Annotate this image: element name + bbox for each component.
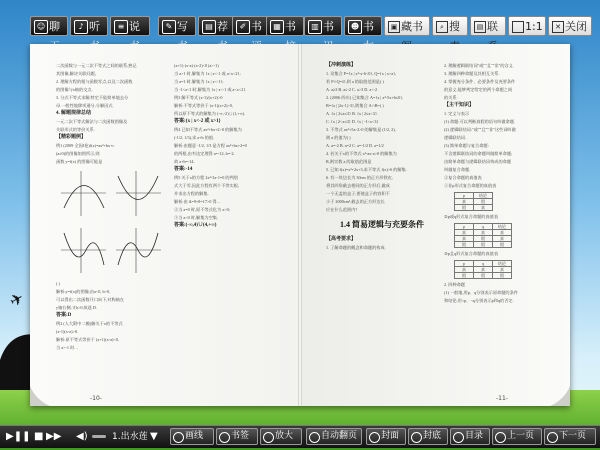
text-line: (2) 逻辑联结词:"或""且""非"这些词叫做 [444,127,516,132]
prev-page-button[interactable] [492,428,542,445]
chevron-down-icon: ▼ [150,431,158,442]
text-line: 二次函数与一元二次不等式之间的联系,熟记 [56,63,137,68]
draw-line-button[interactable] [170,428,214,445]
parabola-graph-figure [56,168,166,218]
search-label: 搜 [449,20,460,33]
page-curl-right[interactable] [550,386,570,406]
text-line: 不含逻辑联结词的命题叫做简单命题; [444,151,513,156]
text-line: 小于 2000cm³,截去的正方形边长 [326,199,385,204]
table-cell: 假 [474,242,493,248]
text-line: 例1 (2009·全国Ⅰ卷)f(x)=ax²+bx+c [56,143,115,148]
table-cell: 假 [474,236,493,242]
text-line: y轴右侧,又b>0,故选 D. [56,305,97,310]
auto-flip-button[interactable] [306,428,362,445]
table-header: q [474,224,493,230]
next-page-label: 下一页 [559,431,587,441]
text-line: ①非p形式复合命题的真值表 [444,183,497,188]
section-heading: 【精彩题例】 [56,135,87,140]
text-line: 的意义,能够判定给定的两个命题之间 [444,87,513,92]
text-line: 的图像与x轴的交点. [56,87,93,92]
review-icon: ✐ [236,20,250,34]
text-line: 3. 理解四种命题及其相互关系. [444,71,500,76]
volume-slider[interactable] [92,435,106,438]
section-title: 1.4 简易逻辑与充要条件 [340,220,424,229]
text-line: 6. 有一块边长为 30cm 的正方形铁皮, [326,175,393,180]
text-line: 2. 理解逻辑联结词"或""且""非"的含义. [444,63,514,68]
table-cell: 假 [493,242,512,248]
speech-icon: ≡ [114,20,128,34]
truth-table-and [454,260,512,279]
table-cell: 真 [455,267,474,273]
text-line: 解析:不等式等价于 (x-1)(x+2)>0, [174,103,233,108]
clip-icon: ▦ [270,20,284,34]
table-header: p [455,261,474,267]
write-book-label: 写 [177,20,188,33]
table-cell: 假 [455,242,474,248]
draw-line-label: 画线 [185,431,204,441]
text-line: 和结论,用¬p、¬q分别表示p和q的否定. [444,298,514,303]
narrate-book-button[interactable] [110,16,150,36]
ratio-label: 1:1 [525,20,543,33]
text-line: 解析:由 Δ=9+8=17>0 得… [174,199,221,204]
recommend-book-label: 荐 [217,20,228,33]
answer-choices-graph-figure [56,225,166,275]
text-line: 关联形式的等价关系. [56,127,95,132]
text-line: 并求出方程的解集. [174,191,209,196]
text-line: 解析:原不等式等价于 (x+1)(x-a)<0, [56,337,119,342]
text-line: ( ) [56,281,60,286]
play-pause-icon: ▶❚❚ [6,431,31,442]
prev-page-icon [495,432,506,443]
section-heading: 【高考要求】 [326,237,357,242]
table-cell: 真 [493,230,512,236]
zoom-in-icon [263,432,274,443]
text-line: 2. (2006·四川) 已知集合 A={x | x²-5x+6≤0}, [326,95,404,100]
stop-icon: ■ [34,431,44,442]
text-line: 故 a+b=-14. [174,159,195,164]
right-page[interactable] [300,44,570,406]
table-cell: 假 [474,273,493,279]
text-line: A. a≥3 B. a≤-2 C. a>3 D. a<-2 [326,87,378,92]
text-line: (-1/2, 1/3),求 a+b 的值. [174,135,215,140]
cover-icon [369,432,380,443]
text-line: 当 a=1 时,解集为 {x | x<-1}; [174,79,224,84]
library-label: 藏书 [401,20,423,33]
table-header: p [455,224,474,230]
book-friends-button[interactable] [344,16,382,36]
next-page-button[interactable] [544,428,596,445]
book-friends-label: 书 [363,20,374,33]
text-line: (x+1)·(x-a)·(x-2)<0 (a>-1) [174,63,219,68]
text-line: 4. 掌握充分条件、必要条件及充要条件 [444,79,516,84]
close-button[interactable] [548,16,592,36]
text-line: A. a=-2 B. a=2 C. a=-1/2 D. a=1/2 [326,143,384,148]
text-line: 当 a>1 时,解集为 {x | x<-1 或 a<x<2}; [174,71,241,76]
text-line: 则 a 的值为( ) [326,135,351,140]
text-line: 2. 理解方程的根与函数零点,以及二次函数 [56,79,133,84]
table-cell: 真 [455,236,474,242]
truth-table-or [454,223,512,248]
text-line: 式大于零,因此方程有两个不等实根, [174,183,239,188]
text-line: 3. 不等式 ax²+5x-2>0 的解集是 (1/2, 2), [326,127,396,132]
text-line: 的两根,由韦达定理得 a=-12, b=-2. [174,151,235,156]
text-line: (a≠0)的图像如图所示,则 [56,151,100,156]
play-pause-button[interactable] [6,429,30,445]
listen-book-button[interactable] [70,16,108,36]
text-line: 例2 (人大附中二模)解关于x的不等式 [56,321,123,326]
table-cell: 真 [474,267,493,273]
cover-label: 封面 [381,431,400,441]
book-excerpt-label: 书 [285,20,296,33]
table-cell: 真 [455,199,474,205]
book-excerpt-button[interactable] [266,16,304,36]
right-page-column-2 [444,62,556,305]
text-line: 其图像,解决关联问题。 [56,71,99,76]
volume-button[interactable] [76,429,88,445]
table-cell: 假 [455,205,474,211]
text-line: 叫做复合命题. [444,167,471,172]
book-viewer [30,44,570,406]
book-news-button[interactable] [304,16,342,36]
bird-silhouette-icon: ✈ [6,287,28,312]
text-line: 若 P∩Q=∅,则 a 的取值范围是( ) [326,79,384,84]
track-name: 1.出水莲 [112,432,148,442]
next-track-button[interactable] [46,429,61,445]
text-line: 函数 y=f(x) 的图像可能是 [56,159,103,164]
contact-label: 联 [487,20,498,33]
next-page-icon [547,432,558,443]
track-dropdown-button[interactable] [150,429,158,445]
chat-button[interactable] [30,16,68,36]
book-review-button[interactable] [232,16,270,36]
table-cell: 假 [455,273,474,279]
chat-icon: ☺ [34,20,48,34]
table-cell: 真 [474,230,493,236]
right-page-number: -11- [496,395,508,402]
table-cell: 假 [474,199,493,205]
text-line: (x-1)(x-a)>0. [56,329,79,334]
text-line: B={x | |2x-1|>3},则集合 A∩B=( ) [326,103,384,108]
prev-page-label: 上一页 [507,431,535,441]
table-header: p [455,193,474,199]
text-line: 1. 了解命题的概念和命题的构成. [326,245,386,250]
text-line: 的关系. [444,95,458,100]
text-line: 逻辑联结词. [444,135,466,140]
table-cell: 真 [493,267,512,273]
table-cell: 真 [455,230,474,236]
back-cover-button[interactable] [408,428,448,445]
auto-flip-icon [309,432,320,443]
bottom-toolbar [0,425,600,448]
left-page-number: -10- [90,395,102,402]
text-line: 例4 已知不等式 ax²+bx+2>0 的解集为 [174,127,242,132]
text-line: ②p或q形式复合命题的真值表 [444,214,499,219]
narrate-book-label: 说 [129,20,140,33]
text-line: 所以原不等式的解集为 (-∞,-2)∪(1,+∞). [174,111,246,116]
text-line: 1. 设集合 P={x | x²-x-6<0}, Q={x | x>a}, [326,71,397,76]
speaker-icon: ◀) [76,431,88,442]
table-cell: 真 [474,205,493,211]
right-page-column-1 [326,62,438,252]
text-line: 3. 分式不等式求解,特定不能简单地去分 [56,95,129,100]
text-line: 解析:由题意 -1/2, 1/3 是方程 ax²+bx+2=0 [174,143,247,148]
friends-icon: ☻ [348,20,362,34]
text-line: 当 -1<a<1 时,解集为 {x | x<-1 或 a<x<2}. [174,87,247,92]
page-curl-left[interactable] [30,386,50,406]
section-heading: 【冲刺演练】 [326,63,357,68]
table-header: 结论 [474,193,493,199]
write-book-button[interactable] [158,16,196,36]
back-cover-icon [411,432,422,443]
chat-label: 聊 [49,20,60,33]
contact-button[interactable] [470,16,506,36]
text-line: 解析:y=f(x)的图像,由a<0, b>0, [56,289,111,294]
text-line: (1) 一般地,用p、q分别表示原命题的条件 [444,290,518,295]
news-icon: ▥ [308,20,322,34]
answer-line: 答案:-14 [174,167,193,172]
text-line: 可以得出二次函数开口向下,对称轴在 [56,297,125,302]
text-line: 例5 关于x的方程 2x²-3x-1=0 的判别 [174,175,238,180]
text-line: (1) 命题:可以判断真假的语句叫做命题. [444,119,515,124]
left-page-column-2 [174,62,286,230]
back-cover-label: 封底 [423,431,442,441]
headphones-icon: ♪ [74,20,88,34]
table-cell: 真 [493,236,512,242]
table-header: 结论 [493,224,512,230]
section-heading: 【主干知识】 [444,103,475,108]
text-line: ③当 a<0 时,解集为空集. [174,215,219,220]
book-icon: ▤ [202,20,216,34]
ratio-button[interactable] [508,16,546,36]
zoom-in-button[interactable] [260,428,302,445]
left-page-column-1 [56,62,168,352]
next-track-icon: ▶▶ [46,431,62,442]
text-line: 一元二次不等式解法与二次函数图像及 [56,119,128,124]
text-line: 4. 若关于x的不等式 x²-ax-a>0 的解集为 [326,151,397,156]
book-spine [298,44,302,406]
table-cell: 假 [493,273,512,279]
text-line: ③p且q形式复合命题的真值表 [444,251,499,256]
table-header: q [474,261,493,267]
text-line: ②当 a=0 时,原不等式化为 x>0; [174,207,230,212]
text-line: 当 a>-1 时… [56,345,79,350]
answer-line: 答案:{x | x<-2 或 x>1} [174,119,221,124]
text-line: 一个无盖的盒子,要使盒子的容积不 [326,191,390,196]
listen-book-label: 听 [89,20,100,33]
top-toolbar [0,16,600,38]
text-line: C. {x | 2<x≤3} D. {x | -1<x<3} [326,119,379,124]
text-line: 例3 解不等式 (x-1)/(x+2)>0 [174,95,223,100]
close-icon: ✕ [552,21,564,33]
answer-line: 答案:D [56,313,72,318]
library-button[interactable] [384,16,430,36]
text-line: 母.一般性地移项通分,分解因式. [56,103,114,108]
text-line: 1. 定义与表示 [444,111,470,116]
stop-button[interactable] [34,429,43,445]
ratio-icon [512,21,524,33]
text-line: (3) 简单命题与复合命题: [444,143,489,148]
text-line: 5. 已知 f(x)=x²+2x+3,求不等式 f(x)>6 的解集. [326,167,407,172]
book-review-label: 书 [251,20,262,33]
bookmark-button[interactable] [216,428,258,445]
cover-button[interactable] [366,428,406,445]
toc-label: 目录 [465,431,484,441]
auto-flip-label: 自动翻页 [321,431,358,441]
toc-button[interactable] [450,428,490,445]
zoom-in-label: 放大 [275,431,294,441]
text-line: ②复合命题的真值表 [444,175,482,180]
text-line: 将其四角截去相同的正方形后,做成 [326,183,390,188]
bookmark-label: 书签 [231,431,250,441]
book-news-label: 书 [323,20,334,33]
text-line: R,则实数 a 的取值范围是 [326,159,372,164]
text-line: 应在什么范围内? [326,207,358,212]
bookmark-icon [219,432,230,443]
truth-table-not [454,192,493,211]
close-label: 关闭 [565,20,587,33]
answer-line: 答案:(-∞,4)∪(4,+∞) [174,223,217,228]
contact-icon: ▤ [474,21,486,33]
table-header: 结论 [493,261,512,267]
left-page[interactable] [30,44,300,406]
search-icon: ⌕ [436,21,448,33]
pencil-icon [173,432,184,443]
search-button[interactable] [432,16,468,36]
toc-icon [453,432,464,443]
recommend-book-button[interactable] [198,16,236,36]
text-line: 2. 四种命题 [444,282,465,287]
library-icon: ▣ [388,21,400,33]
pen-icon: ✎ [162,20,176,34]
text-line: A. {x | 2≤x≤3} B. {x | 2≤x<3} [326,111,377,116]
text-line: 由简单命题与逻辑联结词构成的命题 [444,159,512,164]
section-heading: 4. 解题规律总结 [56,111,92,116]
